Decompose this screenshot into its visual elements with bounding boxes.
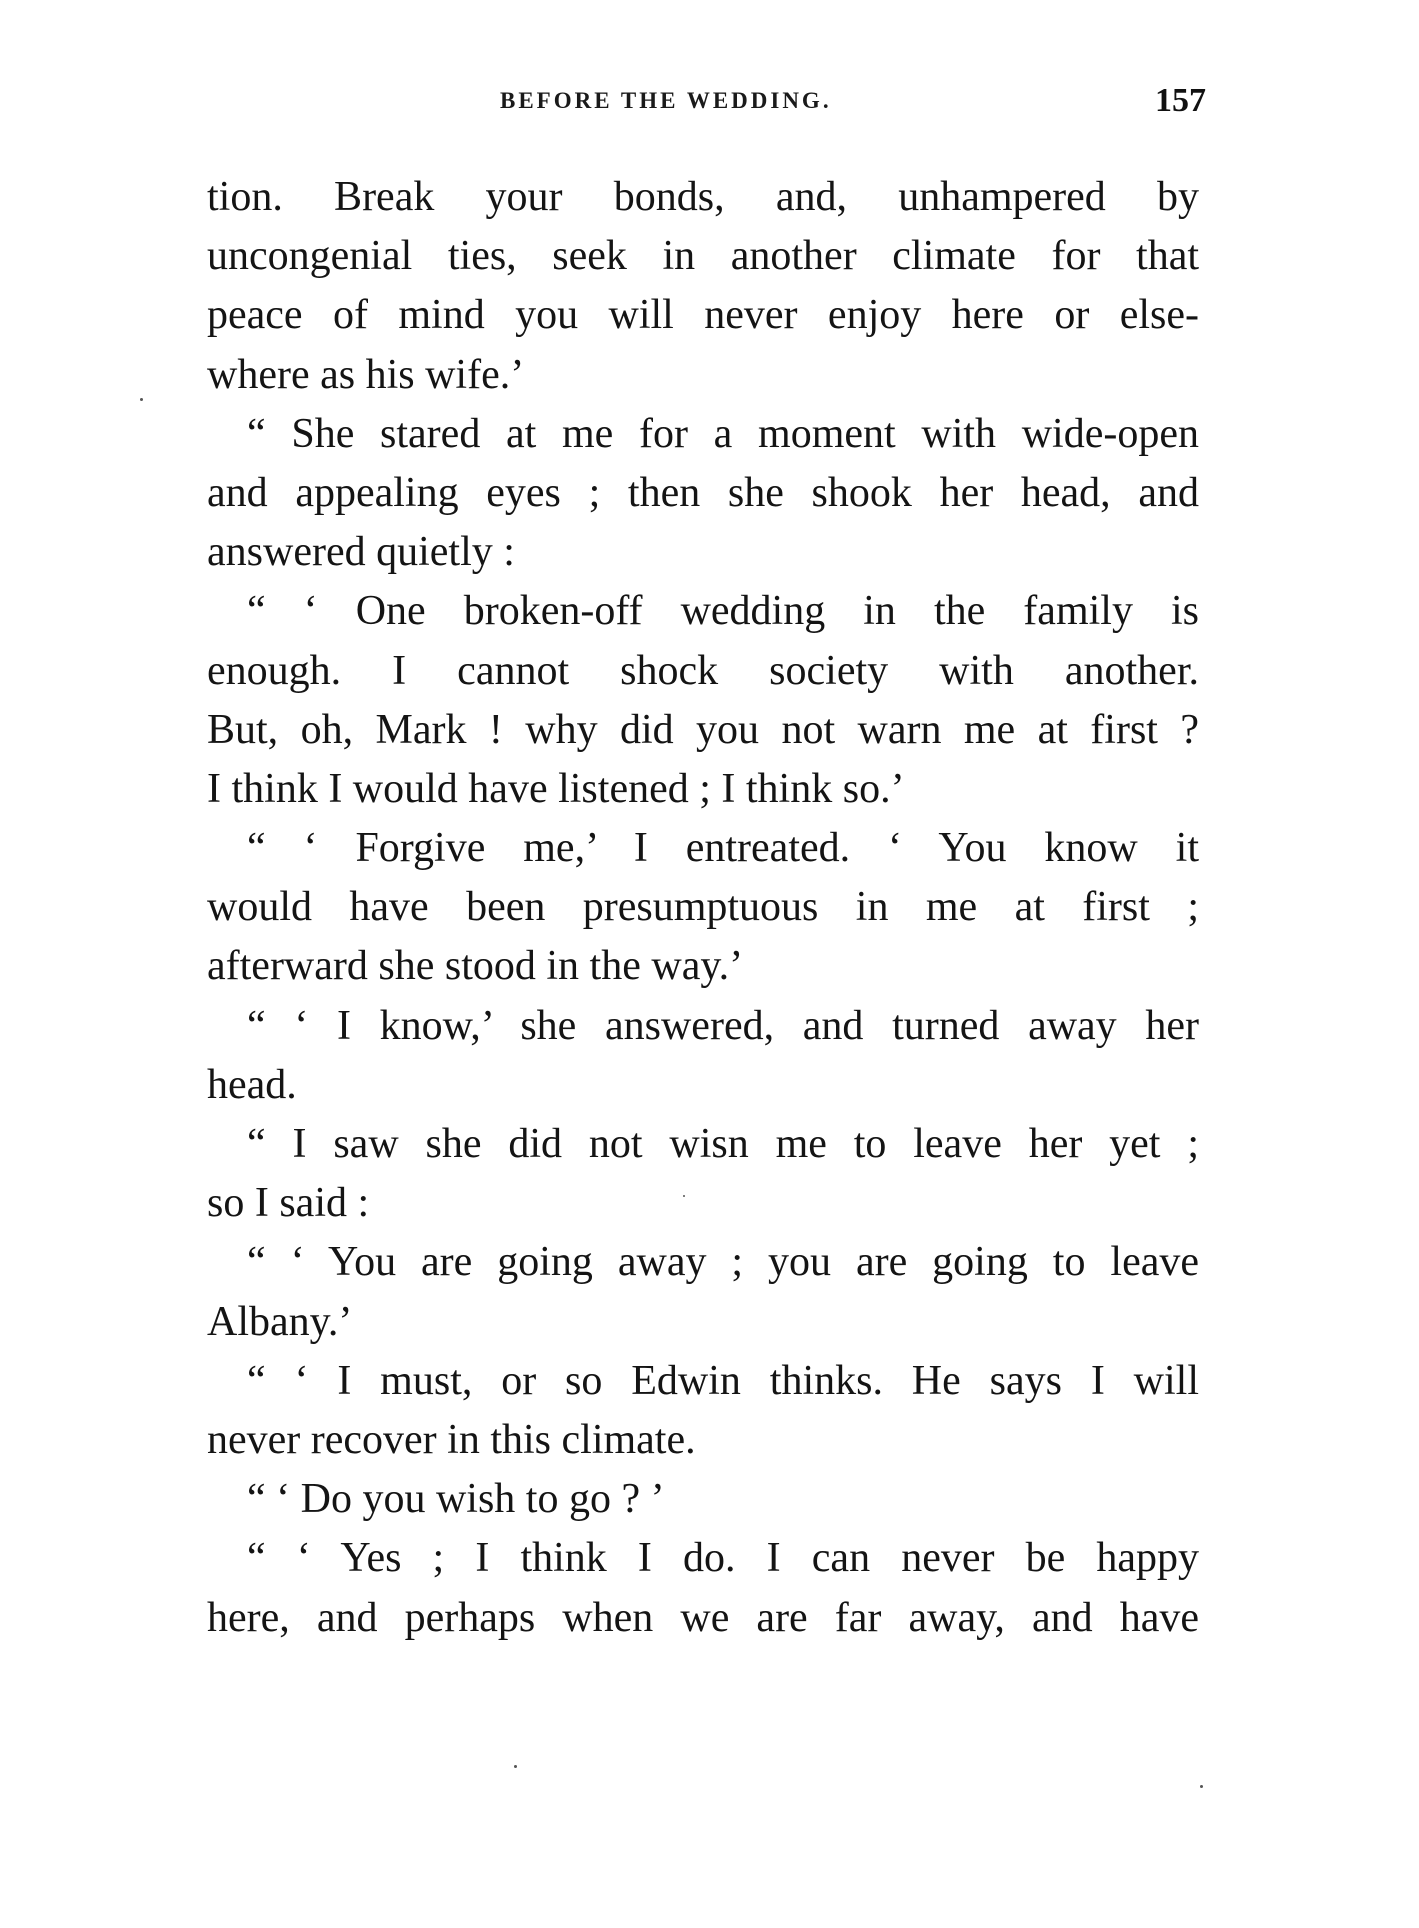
text-line: “ ‘ Forgive me,’ I entreated. ‘ You know it: [247, 825, 1199, 872]
paper-speck: [514, 1765, 517, 1768]
text-line: “ ‘ One broken-off wedding in the family is: [247, 588, 1199, 635]
text-line: “ ‘ Yes ; I think I do. I can never be happy: [247, 1535, 1199, 1582]
paper-speck: [140, 398, 143, 401]
page-number: 157: [1155, 82, 1206, 119]
running-title: BEFORE THE WEDDING.: [500, 88, 832, 113]
text-line: I think I would have listened ; I think so.’: [207, 765, 905, 812]
text-line: “ ‘ Do you wish to go ? ’: [247, 1476, 665, 1523]
text-line: “ ‘ I know,’ she answered, and turned away her: [247, 1002, 1199, 1049]
text-line: “ She stared at me for a moment with wide-open: [247, 410, 1199, 457]
body-text: [207, 168, 1199, 1648]
text-line: answered quietly :: [207, 529, 515, 576]
text-line: tion. Break your bonds, and, unhampered by: [207, 174, 1199, 220]
text-line: never recover in this climate.: [207, 1416, 696, 1463]
text-line: would have been presumptuous in me at first ;: [207, 884, 1199, 931]
text-line: enough. I cannot shock society with another.: [207, 647, 1199, 694]
text-line: uncongenial ties, seek in another climate for that: [207, 233, 1199, 280]
text-line: “ ‘ I must, or so Edwin thinks. He says I will: [247, 1357, 1199, 1404]
text-line: head.: [207, 1061, 297, 1108]
paper-speck: [1200, 1785, 1203, 1788]
running-head: [0, 82, 1419, 128]
text-line: afterward she stood in the way.’: [207, 943, 744, 990]
text-line: But, oh, Mark ! why did you not warn me at first ?: [207, 706, 1199, 753]
text-line: “ ‘ You are going away ; you are going to leave: [247, 1239, 1199, 1286]
text-line: here, and perhaps when we are far away, and have: [207, 1594, 1199, 1641]
text-line: peace of mind you will never enjoy here or else-: [207, 292, 1199, 339]
text-line: Albany.’: [207, 1298, 353, 1345]
text-line: “ I saw she did not wisn me to leave her yet ;: [247, 1121, 1199, 1167]
text-line: so I said :: [207, 1180, 370, 1227]
paper-speck: [683, 1195, 685, 1197]
text-line: and appealing eyes ; then she shook her head, and: [207, 469, 1199, 516]
text-line: where as his wife.’: [207, 351, 525, 398]
